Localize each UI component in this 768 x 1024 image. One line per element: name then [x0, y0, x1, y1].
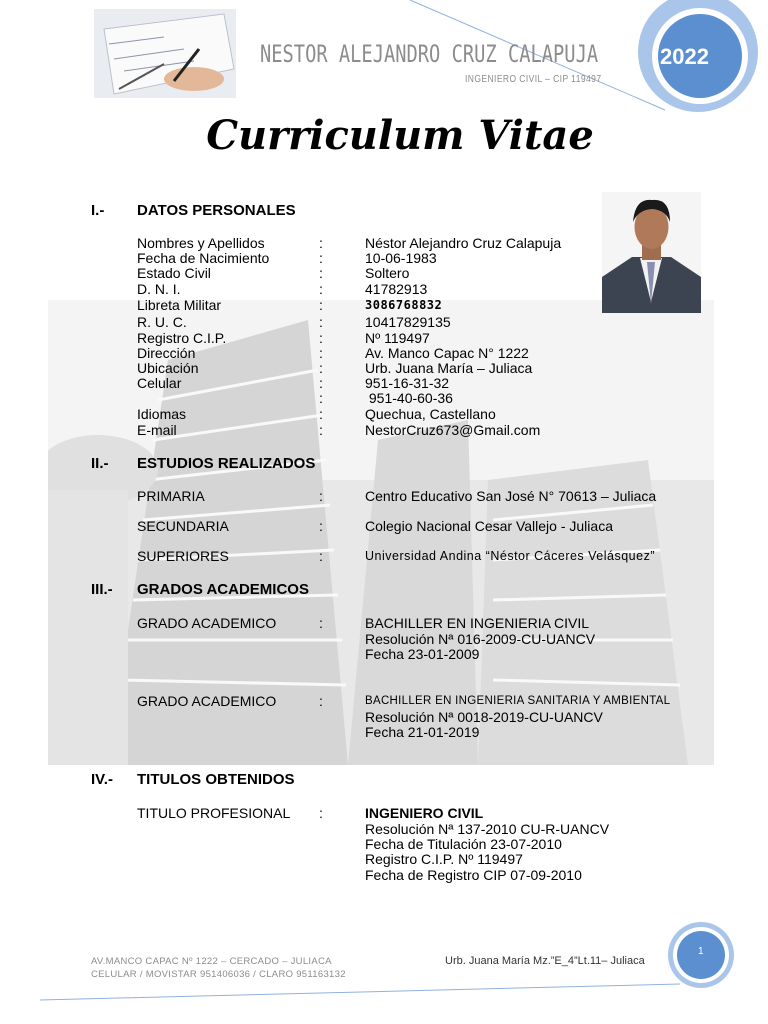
label-nombres: Nombres y Apellidos — [137, 235, 265, 251]
colon: : — [319, 615, 323, 631]
value-ruc: 10417829135 — [365, 314, 451, 330]
footer-phones: CELULAR / MOVISTAR 951406036 / CLARO 951163132 — [91, 969, 346, 980]
value-nombres: Néstor Alejandro Cruz Calapuja — [365, 235, 562, 251]
label-idiomas: Idiomas — [137, 406, 187, 422]
page-title: Curriculum Vitae — [206, 112, 594, 159]
portrait-photo — [602, 192, 701, 313]
section-3-number: III.- — [91, 581, 113, 598]
label-superiores: SUPERIORES — [137, 548, 229, 564]
section-4-number: IV.- — [91, 771, 113, 788]
label-estado-civil: Estado Civil — [137, 265, 211, 281]
colon: : — [319, 265, 323, 281]
colon: : — [319, 422, 323, 438]
section-4-title: TITULOS OBTENIDOS — [137, 771, 295, 788]
label-grado-1: GRADO ACADEMICO — [137, 615, 277, 631]
colon: : — [319, 406, 323, 422]
header-name: NESTOR ALEJANDRO CRUZ CALAPUJA — [260, 40, 599, 68]
label-secundaria: SECUNDARIA — [137, 518, 229, 534]
label-fecha-nacimiento: Fecha de Nacimiento — [137, 250, 270, 266]
section-2-number: II.- — [91, 455, 109, 472]
label-ruc: R. U. C. — [137, 314, 187, 330]
value-secundaria: Colegio Nacional Cesar Vallejo - Juliaca — [365, 518, 613, 534]
label-primaria: PRIMARIA — [137, 488, 205, 504]
value-direccion: Av. Manco Capac N° 1222 — [365, 345, 529, 361]
label-dni: D. N. I. — [137, 281, 181, 297]
section-1-number: I.- — [91, 202, 105, 219]
titulo-line-4: Registro C.I.P. Nº 119497 — [365, 851, 523, 867]
colon: : — [319, 281, 323, 297]
page-number: 1 — [698, 946, 704, 957]
colon: : — [319, 390, 323, 406]
value-registro-cip: Nº 119497 — [365, 330, 430, 346]
value-estado-civil: Soltero — [365, 265, 410, 281]
value-libreta-militar: 3086768832 — [365, 298, 443, 312]
value-fecha-nacimiento: 10-06-1983 — [365, 250, 437, 266]
label-direccion: Dirección — [137, 345, 196, 361]
section-2-title: ESTUDIOS REALIZADOS — [137, 455, 316, 472]
colon: : — [319, 375, 323, 391]
titulo-line-1: INGENIERO CIVIL — [365, 805, 484, 821]
colon: : — [319, 345, 323, 361]
grado-1-line-1: BACHILLER EN INGENIERIA CIVIL — [365, 615, 590, 631]
section-3-title: GRADOS ACADEMICOS — [137, 581, 309, 598]
label-registro-cip: Registro C.I.P. — [137, 330, 227, 346]
value-superiores: Universidad Andina “Néstor Cáceres Velásquez” — [365, 549, 655, 563]
footer-location: Urb. Juana María Mz.”E_4”Lt.11– Juliaca — [445, 955, 645, 967]
titulo-line-3: Fecha de Titulación 23-07-2010 — [365, 836, 562, 852]
titulo-line-5: Fecha de Registro CIP 07-09-2010 — [365, 867, 582, 883]
label-titulo-profesional: TITULO PROFESIONAL — [137, 805, 291, 821]
value-celular-1: 951-16-31-32 — [365, 375, 450, 391]
colon: : — [319, 250, 323, 266]
colon: : — [319, 330, 323, 346]
value-idiomas: Quechua, Castellano — [365, 406, 496, 422]
label-celular: Celular — [137, 375, 182, 391]
value-ubicacion: Urb. Juana María – Juliaca — [365, 360, 533, 376]
colon: : — [319, 518, 323, 534]
colon: : — [319, 805, 323, 821]
value-email: NestorCruz673@Gmail.com — [365, 422, 541, 438]
label-ubicacion: Ubicación — [137, 360, 199, 376]
drafting-hand-icon — [94, 9, 236, 98]
colon: : — [319, 488, 323, 504]
grado-2-line-2: Resolución Nª 0018-2019-CU-UANCV — [365, 709, 603, 725]
colon: : — [319, 314, 323, 330]
footer-address: AV.MANCO CAPAC Nº 1222 – CERCADO – JULIACA — [91, 956, 332, 967]
year-label: 2022 — [660, 44, 709, 69]
titulo-line-2: Resolución Nª 137-2010 CU-R-UANCV — [365, 821, 610, 837]
label-libreta-militar: Libreta Militar — [137, 297, 222, 313]
colon: : — [319, 548, 323, 564]
section-1-title: DATOS PERSONALES — [137, 202, 296, 219]
value-dni: 41782913 — [365, 281, 428, 297]
footer-decoration — [40, 982, 680, 1002]
grado-2-line-1: BACHILLER EN INGENIERIA SANITARIA Y AMBIENTAL — [365, 695, 671, 707]
grado-2-line-3: Fecha 21-01-2019 — [365, 724, 480, 740]
header-subtitle: INGENIERO CIVIL – CIP 119497 — [465, 74, 602, 85]
colon: : — [319, 297, 323, 313]
person-portrait-icon — [602, 192, 701, 313]
colon: : — [319, 360, 323, 376]
colon: : — [319, 235, 323, 251]
value-celular-2: 951-40-60-36 — [365, 390, 453, 406]
value-primaria: Centro Educativo San José N° 70613 – Juliaca — [365, 488, 657, 504]
colon: : — [319, 693, 323, 709]
grado-1-line-3: Fecha 23-01-2009 — [365, 646, 480, 662]
header-drafting-image — [94, 9, 236, 98]
grado-1-line-2: Resolución Nª 016-2009-CU-UANCV — [365, 631, 596, 647]
label-email: E-mail — [137, 422, 177, 438]
label-grado-2: GRADO ACADEMICO — [137, 693, 277, 709]
